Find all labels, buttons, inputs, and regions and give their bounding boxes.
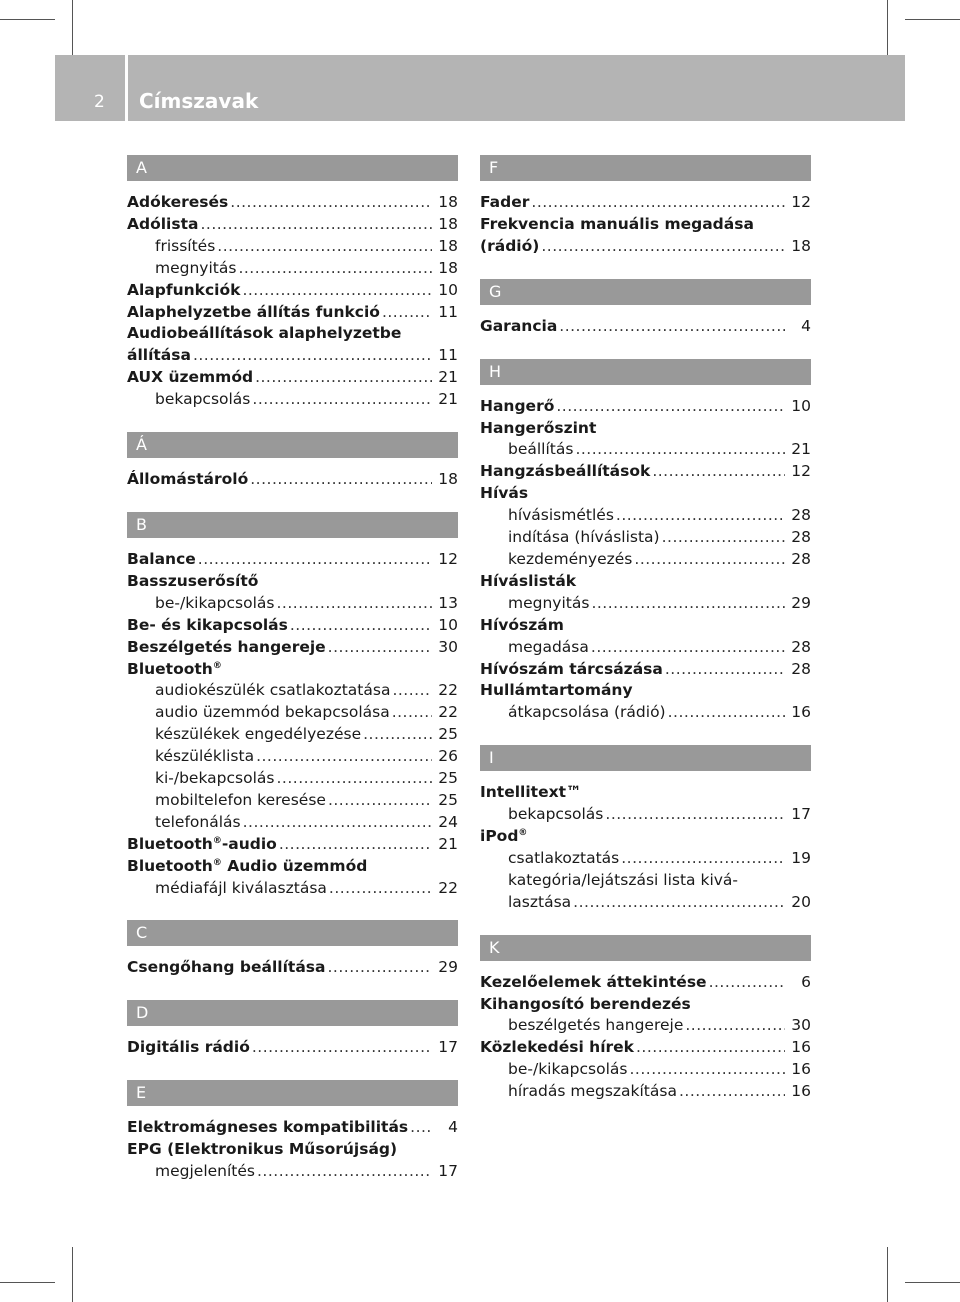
entry-label: indítása (híváslista) <box>508 528 660 547</box>
entry-label: lasztása <box>508 892 572 911</box>
index-entry[interactable] <box>127 389 458 411</box>
entry-label: Basszuserősítő <box>127 571 259 590</box>
entry-label: Frekvencia manuális megadása <box>480 214 754 233</box>
entry-label: kezdeményezés <box>508 549 633 568</box>
entry-label: (rádió) <box>480 236 540 255</box>
index-entry[interactable] <box>480 680 811 702</box>
section-gap <box>480 258 811 279</box>
entry-label: megnyitás <box>508 593 590 612</box>
index-entry[interactable] <box>127 280 458 302</box>
page-ref: 21 <box>438 368 458 387</box>
page-ref: 26 <box>438 747 458 766</box>
index-entry[interactable] <box>480 593 811 615</box>
dot-leader <box>392 702 432 724</box>
page-ref: 16 <box>791 1060 811 1079</box>
page-ref: 29 <box>438 958 458 977</box>
section-header: C <box>127 920 458 946</box>
entry-label: Állomástároló <box>127 470 249 489</box>
entry-label: Hangzásbeállítások <box>480 462 651 481</box>
entry-label: Be- és kikapcsolás <box>127 615 288 634</box>
entry-label: audio üzemmód bekapcsolása <box>155 703 390 722</box>
entry-label: kategória/lejátszási lista kivá- <box>508 870 739 889</box>
index-entry[interactable] <box>127 236 458 258</box>
index-entry[interactable] <box>480 316 811 338</box>
page-ref: 18 <box>438 470 458 489</box>
dot-leader <box>636 1037 785 1059</box>
dot-leader <box>328 790 432 812</box>
section-gap <box>127 411 458 432</box>
dot-leader <box>573 892 785 914</box>
page-ref: 22 <box>438 703 458 722</box>
section-header: F <box>480 155 811 181</box>
entry-label: Hullámtartomány <box>480 681 633 700</box>
dot-leader <box>410 1117 432 1139</box>
page-ref: 10 <box>438 280 458 299</box>
page-ref: 12 <box>791 193 811 211</box>
index-entry[interactable] <box>127 702 458 724</box>
entry-label: bekapcsolás <box>155 390 251 409</box>
page-ref: 11 <box>438 302 458 321</box>
index-entry[interactable] <box>480 461 811 483</box>
page-ref: 18 <box>791 236 811 255</box>
index-entry[interactable] <box>127 659 458 681</box>
entry-label: EPG (Elektronikus Műsorújság) <box>127 1140 398 1159</box>
index-entry[interactable] <box>127 1037 458 1059</box>
dot-leader <box>556 396 785 418</box>
crop-mark <box>72 0 73 55</box>
index-entry[interactable] <box>480 439 811 461</box>
entry-label: Adólista <box>127 214 199 233</box>
page-ref: 4 <box>801 316 811 335</box>
page-ref: 29 <box>791 593 811 612</box>
entry-label: Intellitext™ <box>480 783 582 802</box>
registered-mark: ® <box>518 828 528 839</box>
section-header: I <box>480 745 811 771</box>
index-entry[interactable] <box>480 870 811 892</box>
index-entry[interactable] <box>480 972 811 994</box>
dot-leader <box>217 236 432 258</box>
index-entry[interactable] <box>127 1161 458 1183</box>
entry-label: mobiltelefon keresése <box>155 790 326 809</box>
dot-leader <box>230 192 432 214</box>
index-column-right <box>480 155 811 1103</box>
section-gap <box>127 1059 458 1080</box>
dot-leader <box>276 593 432 615</box>
page-ref: 28 <box>791 659 811 678</box>
entry-label: állítása <box>127 346 191 365</box>
dot-leader <box>634 549 785 571</box>
dot-leader <box>238 258 432 280</box>
dot-leader <box>392 680 432 702</box>
index-entry[interactable] <box>127 258 458 280</box>
page-ref: 22 <box>438 681 458 700</box>
index-entry[interactable] <box>127 367 458 389</box>
dot-leader <box>193 345 432 367</box>
dot-leader <box>679 1081 785 1103</box>
entry-label: átkapcsolása (rádió) <box>508 703 666 722</box>
index-entry[interactable] <box>480 192 811 214</box>
page-ref: 16 <box>791 1082 811 1101</box>
dot-leader <box>629 1059 785 1081</box>
entry-label: Közlekedési hírek <box>480 1038 634 1057</box>
entry-label: készülékek engedélyezése <box>155 725 362 744</box>
page-ref: 11 <box>438 346 458 365</box>
index-entry[interactable] <box>480 1081 811 1103</box>
page-ref: 18 <box>438 193 458 211</box>
index-entry[interactable] <box>127 724 458 746</box>
dot-leader <box>327 957 432 979</box>
index-entry[interactable] <box>480 214 811 236</box>
index-entry[interactable] <box>127 571 458 593</box>
dot-leader <box>531 192 785 214</box>
entry-label: hívásismétlés <box>508 506 614 525</box>
entry-label: Hívószám tárcsázása <box>480 659 663 678</box>
index-entry[interactable] <box>127 593 458 615</box>
entry-label: Alapfunkciók <box>127 280 241 299</box>
entry-label: Garancia <box>480 316 558 335</box>
page-ref: 30 <box>791 1016 811 1035</box>
dot-leader <box>329 878 432 900</box>
page-ref: 17 <box>791 805 811 824</box>
index-entry[interactable] <box>480 782 811 804</box>
dot-leader <box>242 280 432 302</box>
page-ref: 28 <box>791 506 811 525</box>
page-ref: 28 <box>791 549 811 568</box>
entry-label: Kihangosító berendezés <box>480 994 691 1013</box>
index-entry[interactable] <box>480 396 811 418</box>
page-ref: 10 <box>438 615 458 634</box>
entry-label: megnyitás <box>155 258 237 277</box>
index-entry[interactable] <box>480 527 811 549</box>
page-ref: 25 <box>438 790 458 809</box>
section-gap <box>480 338 811 359</box>
page-ref: 4 <box>448 1118 458 1137</box>
page-ref: 18 <box>438 258 458 277</box>
entry-label: Balance <box>127 549 196 568</box>
dot-leader <box>279 834 432 856</box>
entry-label: készüléklista <box>155 747 255 766</box>
dot-leader <box>665 659 785 681</box>
entry-label: audiokészülék csatlakoztatása <box>155 681 391 700</box>
index-entry[interactable] <box>127 834 458 856</box>
page-ref: 16 <box>791 703 811 722</box>
entry-label: csatlakoztatás <box>508 848 620 867</box>
entry-label: Hangerő <box>480 396 555 415</box>
entry-label: Hangerőszint <box>480 418 597 437</box>
dot-leader <box>559 316 785 338</box>
page-ref: 28 <box>791 637 811 656</box>
dot-leader <box>363 724 432 746</box>
section-header: D <box>127 1000 458 1026</box>
entry-label: Alaphelyzetbe állítás funkció <box>127 302 380 321</box>
page-ref: 24 <box>438 812 458 831</box>
entry-label: Beszélgetés hangereje <box>127 637 326 656</box>
page-ref: 21 <box>791 440 811 459</box>
dot-leader <box>668 702 785 724</box>
index-entry[interactable] <box>127 615 458 637</box>
page-ref: 10 <box>791 396 811 415</box>
index-entry[interactable] <box>480 804 811 826</box>
entry-label: megadása <box>508 637 589 656</box>
index-entry[interactable] <box>127 1139 458 1161</box>
entry-label: be-/kikapcsolás <box>155 593 275 612</box>
page-ref: 13 <box>438 593 458 612</box>
dot-leader <box>290 615 432 637</box>
entry-label: Audiobeállítások alaphelyzetbe <box>127 324 402 343</box>
entry-label: Digitális rádió <box>127 1038 250 1057</box>
page-ref: 12 <box>791 462 811 481</box>
dot-leader <box>591 637 785 659</box>
index-entry[interactable] <box>127 878 458 900</box>
entry-label: Bluetooth® <box>127 659 222 678</box>
index-entry[interactable] <box>127 856 458 878</box>
dot-leader <box>328 637 432 659</box>
dot-leader <box>198 549 432 571</box>
registered-mark: ® <box>212 660 222 671</box>
dot-leader <box>662 527 785 549</box>
page-ref: 18 <box>438 214 458 233</box>
dot-leader <box>621 848 785 870</box>
entry-label: Bluetooth® Audio üzemmód <box>127 856 368 875</box>
section-header: E <box>127 1080 458 1106</box>
entry-label: AUX üzemmód <box>127 368 254 387</box>
entry-label: beállítás <box>508 440 574 459</box>
index-entry[interactable] <box>480 483 811 505</box>
index-entry[interactable] <box>127 957 458 979</box>
entry-label: Hívás <box>480 484 529 503</box>
crop-mark <box>905 1282 960 1283</box>
entry-label: híradás megszakítása <box>508 1082 677 1101</box>
index-entry[interactable] <box>127 549 458 571</box>
section-gap <box>127 979 458 1000</box>
index-entry[interactable] <box>127 214 458 236</box>
section-header: B <box>127 512 458 538</box>
index-entry[interactable] <box>480 994 811 1016</box>
entry-label: Híváslisták <box>480 571 577 590</box>
index-entry[interactable] <box>127 746 458 768</box>
dot-leader <box>252 389 432 411</box>
dot-leader <box>575 439 785 461</box>
dot-leader <box>591 593 785 615</box>
index-entry[interactable] <box>480 236 811 258</box>
page-ref: 22 <box>438 878 458 897</box>
entry-label: Kezelőelemek áttekintése <box>480 972 707 991</box>
section-gap <box>480 914 811 935</box>
entry-label: telefonálás <box>155 812 241 831</box>
page-ref: 17 <box>438 1038 458 1057</box>
dot-leader <box>200 214 432 236</box>
page-ref: 21 <box>438 390 458 409</box>
entry-label: Elektromágneses kompatibilitás <box>127 1118 409 1137</box>
page-ref: 17 <box>438 1162 458 1181</box>
crop-mark <box>887 0 888 55</box>
dot-leader <box>276 768 432 790</box>
dot-leader <box>541 236 785 258</box>
page-ref: 16 <box>791 1038 811 1057</box>
section-gap <box>127 899 458 920</box>
entry-label: Fader <box>480 193 530 211</box>
entry-label: Bluetooth®-audio <box>127 834 277 853</box>
index-entry[interactable] <box>127 812 458 834</box>
section-header: G <box>480 279 811 305</box>
index-entry[interactable] <box>127 345 458 367</box>
crop-mark <box>887 1247 888 1302</box>
entry-label: iPod® <box>480 827 528 846</box>
page-ref: 28 <box>791 528 811 547</box>
section-gap <box>127 491 458 512</box>
crop-mark <box>0 1282 55 1283</box>
index-entry[interactable] <box>127 469 458 491</box>
entry-label: Hívószám <box>480 615 564 634</box>
dot-leader <box>252 1037 432 1059</box>
page-title: Címszavak <box>139 89 259 113</box>
index-entry[interactable] <box>480 848 811 870</box>
index-entry[interactable] <box>480 637 811 659</box>
dot-leader <box>685 1015 785 1037</box>
crop-mark <box>0 19 55 20</box>
dot-leader <box>255 367 432 389</box>
dot-leader <box>616 505 785 527</box>
page-ref: 6 <box>801 972 811 991</box>
entry-label: beszélgetés hangereje <box>508 1016 684 1035</box>
dot-leader <box>250 469 432 491</box>
index-entry[interactable] <box>127 1117 458 1139</box>
registered-mark: ® <box>212 835 222 846</box>
dot-leader <box>382 302 432 324</box>
dot-leader <box>709 972 785 994</box>
index-entry[interactable] <box>480 549 811 571</box>
index-entry[interactable] <box>127 192 458 214</box>
crop-mark <box>905 19 960 20</box>
entry-label: médiafájl kiválasztása <box>155 878 327 897</box>
index-entry[interactable] <box>480 418 811 440</box>
page-ref: 20 <box>791 892 811 911</box>
index-entry[interactable] <box>480 892 811 914</box>
entry-label: ki-/bekapcsolás <box>155 769 275 788</box>
dot-leader <box>652 461 785 483</box>
entry-label: Adókeresés <box>127 193 229 211</box>
page-ref: 25 <box>438 769 458 788</box>
index-entry[interactable] <box>480 615 811 637</box>
index-entry[interactable] <box>480 505 811 527</box>
page-ref: 30 <box>438 637 458 656</box>
index-entry[interactable] <box>127 768 458 790</box>
page-ref: 19 <box>791 848 811 867</box>
index-entry[interactable] <box>127 790 458 812</box>
index-entry[interactable] <box>480 571 811 593</box>
entry-label: bekapcsolás <box>508 805 604 824</box>
section-header: K <box>480 935 811 961</box>
entry-label: be-/kikapcsolás <box>508 1060 628 1079</box>
dot-leader <box>256 746 432 768</box>
index-entry[interactable] <box>480 826 811 848</box>
dot-leader <box>243 812 432 834</box>
header-separator <box>125 55 128 121</box>
index-entry[interactable] <box>480 1015 811 1037</box>
index-entry[interactable] <box>480 702 811 724</box>
index-column-left <box>127 155 458 1183</box>
entry-label: frissítés <box>155 236 216 255</box>
index-entry[interactable] <box>127 637 458 659</box>
page-ref: 25 <box>438 725 458 744</box>
page-ref: 12 <box>438 549 458 568</box>
entry-label: Csengőhang beállítása <box>127 958 326 977</box>
index-entry[interactable] <box>127 302 458 324</box>
crop-mark <box>72 1247 73 1302</box>
page-ref: 18 <box>438 236 458 255</box>
index-entry[interactable] <box>127 680 458 702</box>
index-entry[interactable] <box>480 1037 811 1059</box>
section-gap <box>480 724 811 745</box>
index-entry[interactable] <box>127 323 458 345</box>
index-entry[interactable] <box>480 659 811 681</box>
index-entry[interactable] <box>480 1059 811 1081</box>
page-number: 2 <box>94 92 105 112</box>
section-header: A <box>127 155 458 181</box>
section-header: H <box>480 359 811 385</box>
section-header: Á <box>127 432 458 458</box>
dot-leader <box>605 804 785 826</box>
entry-label: megjelenítés <box>155 1162 255 1181</box>
page-ref: 21 <box>438 834 458 853</box>
dot-leader <box>257 1161 432 1183</box>
registered-mark: ® <box>212 857 222 868</box>
